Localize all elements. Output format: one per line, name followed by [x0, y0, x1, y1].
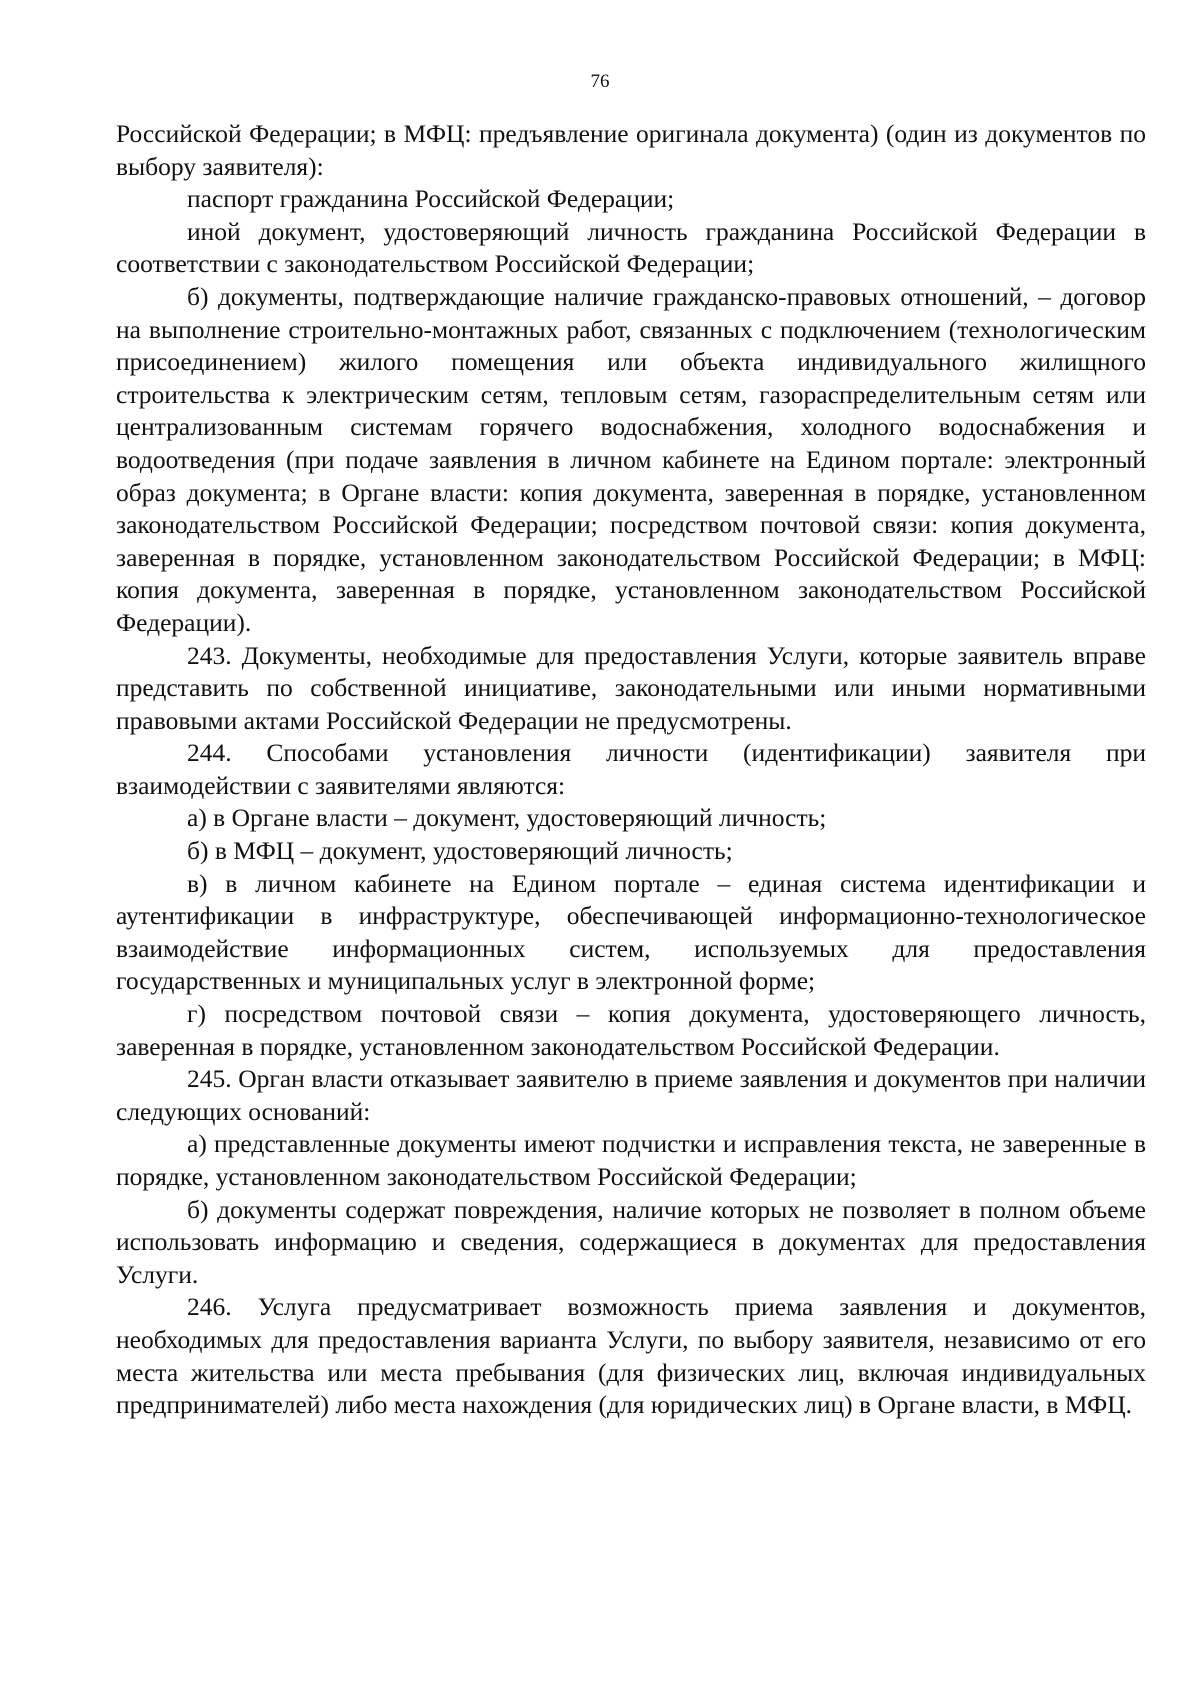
- paragraph: 246. Услуга предусматривает возможность приема заявления и документов, необходимых для предоставления варианта Услуги, по выбору заявителя, независимо от его места жительства или места пребывания (для физических лиц, включая индивидуальных предпринимателей) либо места нахождения (для юридических лиц) в Органе власти, в МФЦ.: [116, 1292, 1146, 1420]
- paragraph: паспорт гражданина Российской Федерации;: [187, 184, 675, 214]
- paragraph: 244. Способами установления личности (идентификации) заявителя при взаимодействии с заявителями являются:: [116, 738, 1146, 800]
- paragraph: 243. Документы, необходимые для предоставления Услуги, которые заявитель вправе представить по собственной инициативе, законодательными или иными нормативными правовыми актами Российской Федерации не предусмотрены.: [116, 640, 1146, 735]
- paragraph: б) в МФЦ – документ, удостоверяющий личность;: [187, 836, 733, 866]
- paragraph: 245. Орган власти отказывает заявителю в приеме заявления и документов при наличии следующих оснований:: [116, 1064, 1146, 1126]
- paragraph: иной документ, удостоверяющий личность гражданина Российской Федерации в соответствии с законодательством Российской Федерации;: [116, 216, 1146, 279]
- document-body: [116, 118, 1146, 1422]
- page-number: 76: [590, 71, 610, 92]
- paragraph: Российской Федерации; в МФЦ: предъявление оригинала документа) (один из документов по выбору заявителя):: [116, 119, 1146, 181]
- paragraph: а) в Органе власти – документ, удостоверяющий личность;: [187, 803, 827, 833]
- paragraph: г) посредством почтовой связи – копия документа, удостоверяющего личность, заверенная в порядке, установленном законодательством Российской Федерации.: [116, 999, 1146, 1061]
- paragraph: б) документы, подтверждающие наличие гражданско-правовых отношений, – договор на выполнение строительно-монтажных работ, связанных с подключением (технологическим присоединением) жилого помещения или объекта индивидуального жилищного строительства к электрическим сетям, тепловым сетям, газораспределительным сетям или централизованным системам горячего водоснабжения, холодного водоснабжения и водоотведения (при подаче заявления в личном кабинете на Едином портале: электронный образ документа; в Органе власти: копия документа, заверенная в порядке, установленном законодательством Российской Федерации; посредством почтовой связи: копия документа, заверенная в порядке, установленном законодательством Российской Федерации; в МФЦ: копия документа, заверенная в порядке, установленном законодательством Российской Федерации).: [116, 281, 1146, 637]
- paragraph: а) представленные документы имеют подчистки и исправления текста, не заверенные в порядке, установленном законодательством Российской Федерации;: [116, 1129, 1146, 1191]
- paragraph: в) в личном кабинете на Едином портале – единая система идентификации и аутентификации в инфраструктуре, обеспечивающей информационно-технологическое взаимодействие информационных систем, используемых для предоставления государственных и муниципальных услуг в электронной форме;: [116, 868, 1146, 996]
- paragraph: б) документы содержат повреждения, наличие которых не позволяет в полном объеме использовать информацию и сведения, содержащиеся в документах для предоставления Услуги.: [116, 1194, 1146, 1289]
